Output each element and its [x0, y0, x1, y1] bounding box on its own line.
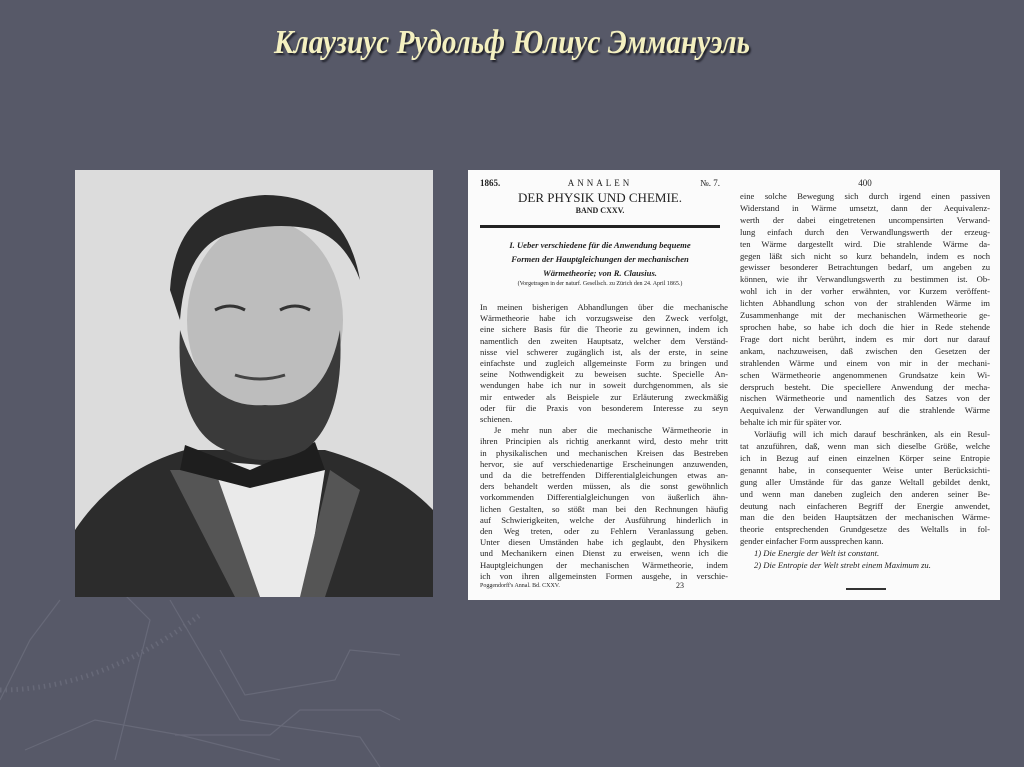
- document-text-line: Frage dort nicht berührt, indem es mir dort nur darauf: [740, 333, 990, 344]
- document-text-line: ankam, nachzuweisen, daß zwischen den Gesetzen der: [740, 345, 990, 356]
- document-text-line: strahlenden Wärme und einem von mir in der mechani-: [740, 357, 990, 368]
- document-text-line: seine Nothwendigkeit zu beweisen suchte. Specielle An-: [480, 369, 728, 380]
- document-text-line: ders behandelt werden müssen, als die sonst gewöhnlich: [480, 481, 728, 492]
- document-text-line: gegen läßt sich nicht so kurz behandeln, indem es noch: [740, 250, 990, 261]
- doc-journal-word: ANNALEN: [567, 178, 633, 188]
- doc-footer-left: Poggendorff's Annal. Bd. CXXV.: [480, 583, 560, 589]
- document-text-line: tat anzuführen, daß, wenn man sich dieselbe Größe, welche: [740, 441, 990, 452]
- document-text-line: ten Wärme dargestellt wird. Die strahlende Wärme da-: [740, 238, 990, 249]
- document-text-line: gewisser besonderer Betrachtungen bedarf, um angeben zu: [740, 262, 990, 273]
- portrait-image: [75, 170, 433, 597]
- doc-page-number: 400: [858, 178, 872, 188]
- document-text-line: behalte ich mir für später vor.: [740, 417, 842, 428]
- doc-rule: [480, 225, 720, 228]
- document-text-line: eine solche Bewegung sich durch irgend einen passiven: [740, 191, 990, 201]
- document-text-line: sprochen habe, so habe ich doch die hier in Rede stehende: [740, 321, 990, 332]
- document-text-line: gung aller Umstände für das ganze Weltall gebildet denkt,: [740, 476, 990, 487]
- document-text-line: man die den beiden Hauptsätzen der mechanischen Wärme-: [740, 512, 990, 523]
- article-title-line: I. Ueber verschiedene für die Anwendung bequeme: [509, 240, 691, 250]
- law-statement: 2) Die Entropie der Welt strebt einem Maximum zu.: [754, 560, 931, 571]
- document-text-line: ihren Principien als richtig anerkannt wird, desto mehr tritt: [480, 436, 728, 447]
- law-statement: 1) Die Energie der Welt ist constant.: [754, 548, 880, 559]
- document-text-line: in physikalischen und mechanischen Kreisen das Bestreben: [480, 447, 728, 458]
- document-text-line: Aequivalenz der Verwandlungen auf die strahlende Wärme: [740, 405, 990, 416]
- document-text-line: Zusammenhange mit der mechanischen Wärmetheorie ge-: [740, 310, 990, 321]
- doc-year: 1865.: [480, 178, 501, 188]
- document-text-line: lichen Gestalten, so stößt man bei den Rechnungen häufig: [480, 503, 728, 514]
- document-text-line: lung einfach durch den Verwandlungswerth der erzeug-: [740, 226, 990, 237]
- document-text-line: schienen.: [480, 414, 513, 425]
- document-text-line: vorkommenden Differentialgleichungen von äußerlich ähn-: [480, 492, 728, 503]
- doc-band: BAND CXXV.: [575, 206, 625, 215]
- document-text-line: ich von ihren allgemeinsten Formen ausgehe, in verschie-: [480, 570, 728, 581]
- document-text-line: derspruch besteht. Die speciellere Anwendung der mecha-: [740, 381, 990, 392]
- doc-issue-number: №. 7.: [700, 178, 720, 188]
- document-text-line: In meinen bisherigen Abhandlungen über die mechanische: [480, 302, 728, 312]
- document-scan: [468, 170, 1000, 600]
- document-text-line: mir entweder als Beispiele zur Erläuterung zweckmäßig: [480, 391, 728, 402]
- document-text-line: den Weg treten, oder zu Fehlern Veranlassung geben.: [480, 526, 728, 537]
- document-text-line: gender einfacher Form aussprechen kann.: [740, 536, 884, 547]
- document-text-line: Hauptgleichungen der mechanischen Wärmetheorie, indem: [480, 559, 728, 570]
- document-text-line: und da die betreffenden Differentialgleichungen etwas an-: [480, 470, 728, 481]
- article-title-line: Wärmetheorie; von R. Clausius.: [543, 268, 657, 278]
- document-text-line: oder für die Praxis von besonderem Interesse zu seyn: [480, 402, 728, 413]
- document-text-line: und wenn man daneben zugleich den anderen seiner Be-: [740, 488, 990, 499]
- document-text-line: Vorläufig will ich mich darauf beschränken, als ein Resul-: [754, 429, 990, 440]
- article-note: (Vorgetragen in der naturf. Gesellsch. zu Zürich den 24. April 1865.): [517, 281, 683, 287]
- doc-journal-title: DER PHYSIK UND CHEMIE.: [518, 190, 682, 205]
- document-text-line: lichten Abhandlung schon von der strahlenden Wärme im: [740, 298, 990, 309]
- document-text-line: nisse viel schwerer zugänglich ist, als der erste, in seine: [480, 346, 728, 357]
- document-text-line: wohl ich in der vorher erwähnten, vor Kurzem veröffent-: [740, 286, 990, 297]
- document-text-line: Unter diesen Umständen habe ich geglaubt, den Physikern: [480, 537, 728, 548]
- left-column-text: [480, 302, 728, 582]
- document-text-line: werth der dabei eingetretenen uncompensirten Verwand-: [740, 214, 990, 225]
- right-column-text: [740, 191, 990, 572]
- slide-title: Клаузиус Рудольф Юлиус Эммануэль: [273, 24, 751, 61]
- document-text-line: eine sichere Basis für die Theorie zu gewinnen, indem ich: [480, 324, 728, 335]
- document-text-line: genannt habe, in consequenter Weise unter Berücksichti-: [740, 464, 990, 475]
- document-text-line: können, wie ihr Verwandlungswerth zu bestimmen ist. Ob-: [740, 274, 990, 285]
- document-text-line: ich in Bezug auf einen einzelnen Körper seine Entropie: [740, 452, 990, 463]
- document-text-line: theorie entsprechenden Grundgesetze des Weltalls in fol-: [740, 524, 990, 535]
- document-text-line: hervor, sie auf verschiedenartige Erscheinungen anzuwenden,: [480, 458, 728, 469]
- document-text-line: Je mehr nun aber die mechanische Wärmetheorie in: [494, 425, 728, 436]
- document-text-line: namentlich den zweiten Hauptsatz, welcher dem Verständ-: [480, 335, 728, 346]
- document-text-line: einfachste und zugleich allgemeinste Form zu bringen und: [480, 358, 728, 369]
- doc-footer-page: 23: [676, 581, 684, 590]
- document-text-line: deutung nach einfacheren Begriff der Energie anwendet,: [740, 500, 990, 511]
- document-text-line: und Mechanikern einen Dienst zu erweisen, wenn ich die: [480, 548, 728, 559]
- document-text-line: Widerstand in Wärme umsetzt, dann der Aequivalenz-: [740, 202, 990, 213]
- doc-end-rule: [846, 588, 886, 590]
- article-title-line: Formen der Hauptgleichungen der mechanischen: [511, 254, 689, 264]
- document-text-line: schen Wärmetheorie angenommenen Grundsatze kein Wi-: [740, 369, 990, 380]
- document-text-line: nischen Wärmetheorie und namentlich des Satzes von der: [740, 393, 990, 404]
- document-text-line: auf Schwierigkeiten, welche der Ausführung hinderlich in: [480, 514, 728, 525]
- document-text-line: wendungen habe ich nur in soweit durchgenommen, als sie: [480, 380, 728, 391]
- document-text-line: Wärmetheorie habe ich vorzugsweise den Zweck verfolgt,: [480, 313, 728, 324]
